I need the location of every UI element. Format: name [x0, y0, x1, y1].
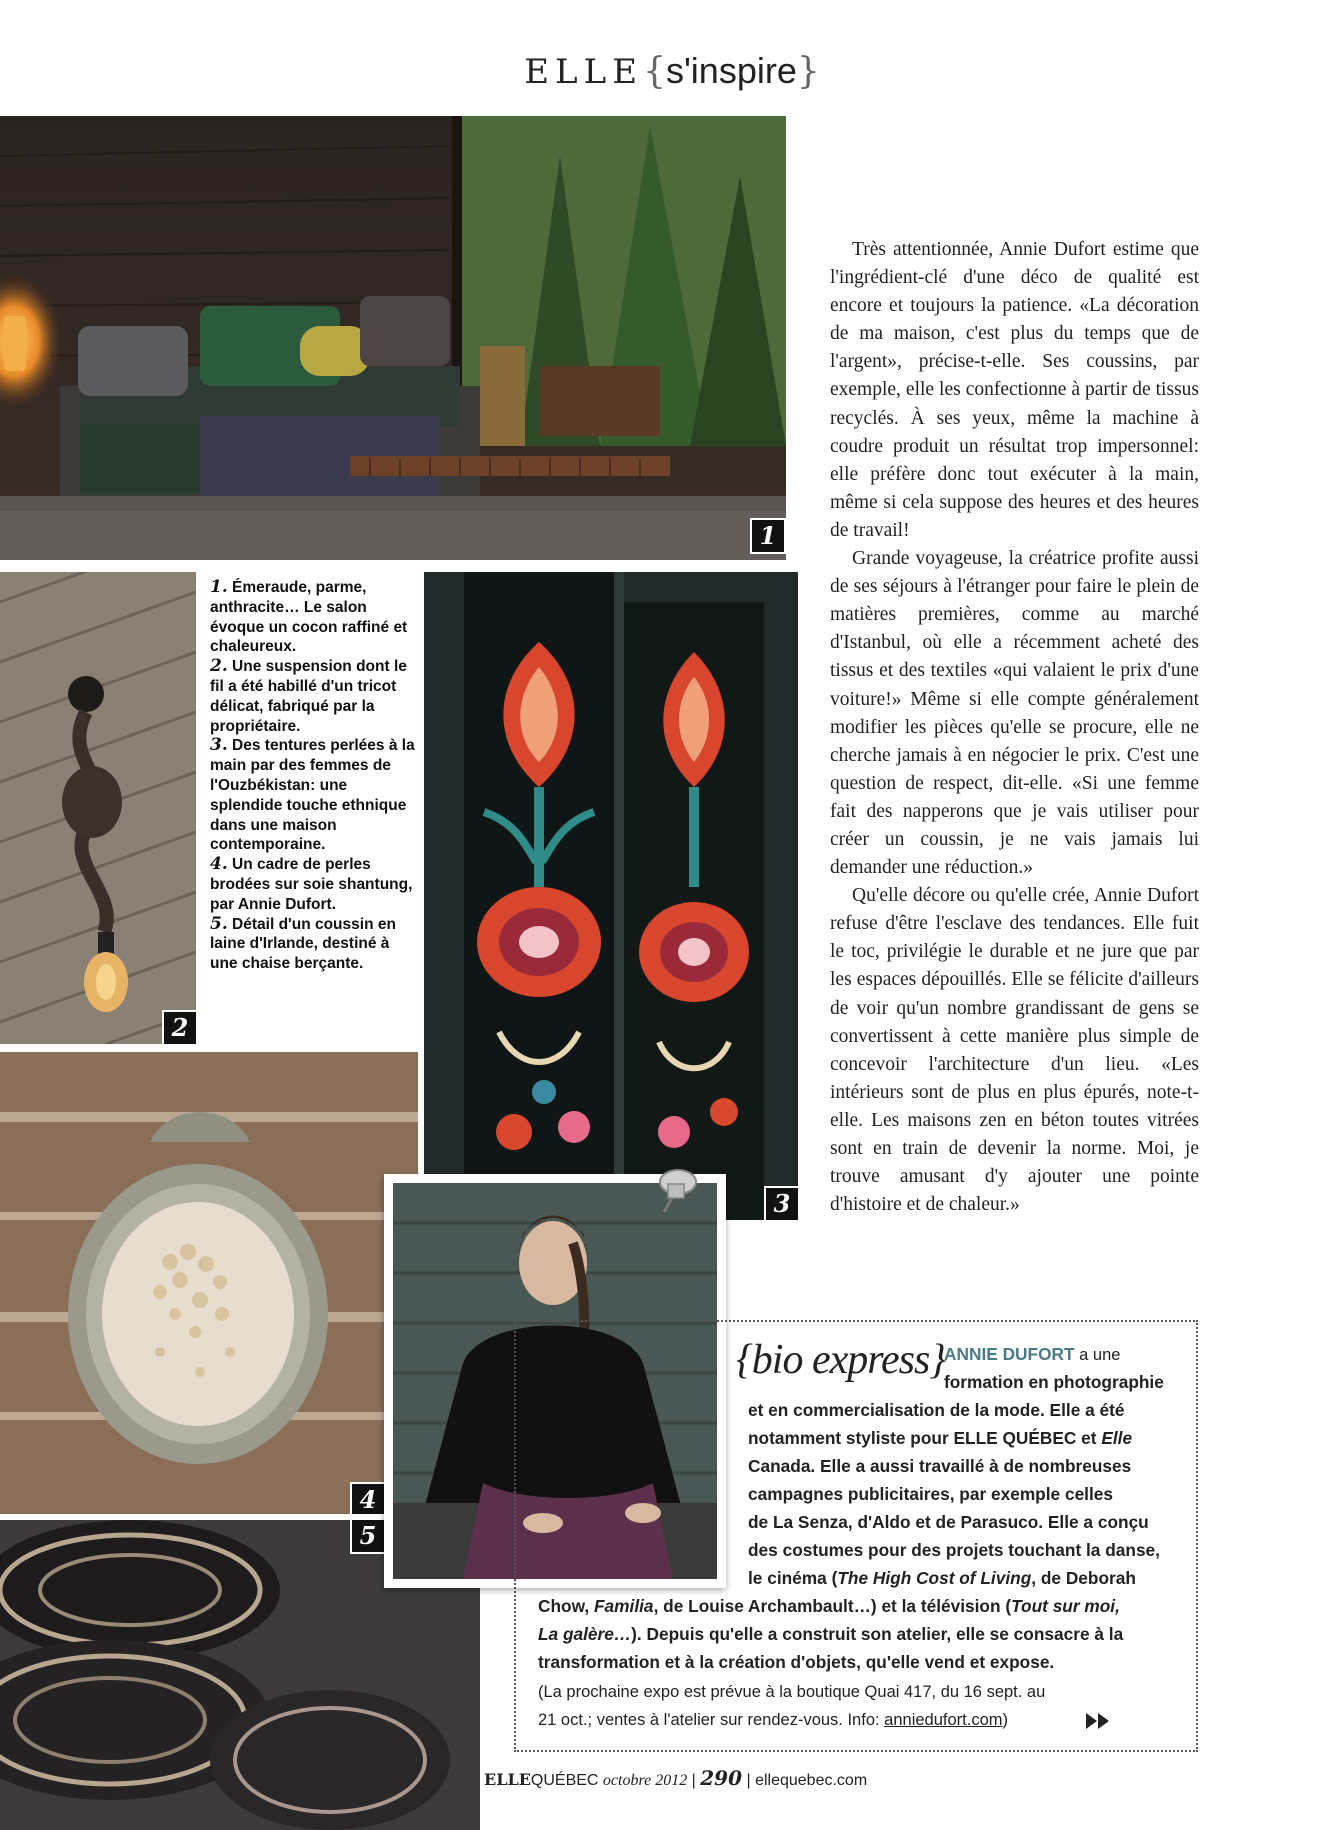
bio-line-1: ANNIE DUFORT a une [944, 1344, 1121, 1364]
caption-3: 3. Des tentures perlées à la main par des femmes de l'Ouzbékistan: une splendide touche ethnique dans une maison contemporaine. [210, 735, 415, 854]
photo-captions [210, 578, 415, 974]
beaded-frame-image [0, 1052, 418, 1514]
brand-logo: ELLE [524, 52, 644, 92]
bio-line-4: notamment styliste pour ELLE QUÉBEC et Elle [748, 1428, 1133, 1448]
bio-line-11: La galère…). Depuis qu'elle a construit son atelier, elle se consacre à la [538, 1624, 1124, 1644]
bio-line-5: Canada. Elle a aussi travaillé à de nombreuses [748, 1456, 1132, 1476]
article-paragraph: Très attentionnée, Annie Dufort estime que l'ingrédient-clé d'une déco de qualité est encore et toujours la patience. «La décoration de ma maison, c'est plus du temps que de l'argent», précise-t-elle. Ses coussins, par exemple, elle les confectionne à partir de tissus recyclés. À ses yeux, même la machine à coudre produit un résultat trop impersonnel: elle préfère donc tout exécuter à la main, même si cela suppose des heures et des heures de travail! [830, 239, 1199, 541]
bio-line-10: Chow, Familia, de Louise Archambault…) et la télévision (Tout sur moi, [538, 1596, 1120, 1616]
footer-separator: | [691, 1772, 696, 1789]
bio-line-7: de La Senza, d'Aldo et de Parasuco. Elle a conçu [748, 1512, 1149, 1532]
bio-line-12: transformation et à la création d'objets, qu'elle vend et expose. [538, 1652, 1055, 1672]
website-link[interactable]: anniedufort.com [884, 1711, 1003, 1729]
section-header [0, 50, 1344, 92]
photo-living-room [0, 116, 786, 560]
photo-number-4: 4 [350, 1482, 386, 1514]
living-room-image [0, 116, 786, 560]
header-close-brace: } [796, 51, 820, 92]
caption-5: 5. Détail d'un coussin en laine d'Irlande, destiné à une chaise berçante. [210, 913, 396, 973]
footer-magazine: ELLE [484, 1770, 531, 1789]
page-footer [484, 1766, 867, 1790]
page-number: 290 [700, 1766, 743, 1790]
pushpin-icon [646, 1158, 706, 1218]
article-paragraph: Grande voyageuse, la créatrice profite aussi de ses séjours à l'étranger pour faire le plein de matières premières, comme au marché d'Istanbul, où elle a récemment acheté des tissus et des textiles «qui valaient le prix d'une voiture!» Même si elle compte généralement modifier les pièces qu'elle se procure, elle ne cherche jamais à en négocier le prix. C'est une question de respect, dit-elle. «Si une femme fait des napperons que je vais utiliser pour créer un coussin, je ne vais jamais lui demander une réduction.» [830, 548, 1199, 879]
section-title: s'inspire [665, 50, 797, 91]
caption-1: 1. Émeraude, parme, anthracite… Le salon évoque un cocon raffiné et chaleureux. [210, 577, 408, 656]
double-arrow-icon [1086, 1713, 1112, 1729]
footer-separator: | [746, 1772, 751, 1789]
photo-number-1: 1 [750, 518, 786, 554]
embroidered-hangings-image [424, 572, 798, 1220]
pendant-lamp-image [0, 572, 196, 1044]
article-body [830, 236, 1199, 1219]
bio-line-2: formation en photographie [944, 1372, 1164, 1392]
bio-line-14: 21 oct.; ventes à l'atelier sur rendez-vous. Info: anniedufort.com) [538, 1711, 1008, 1729]
article-paragraph: Qu'elle décore ou qu'elle crée, Annie Dufort refuse d'être l'esclave des tendances. Elle fuit le toc, privilégie le durable et ne jure que par les espaces dépouillés. Elle se félicite d'ailleurs de voir qu'un nombre grandissant de gens se convertissent à cette manière plus simple de concevoir l'architecture d'un lieu. «Les intérieurs sont de plus en plus épurés, note-t-elle. Les maisons zen en béton toutes vitrées sont en train de devenir la norme. Moi, je trouve amusant d'y ajouter une pointe d'histoire et de chaleur.» [830, 885, 1199, 1216]
footer-website[interactable]: ellequebec.com [755, 1772, 868, 1789]
header-open-brace: { [643, 51, 666, 92]
photo-number-5: 5 [350, 1520, 386, 1554]
caption-4: 4. Un cadre de perles brodées sur soie shantung, par Annie Dufort. [210, 854, 413, 913]
bio-line-9: le cinéma (The High Cost of Living, de Deborah [748, 1568, 1136, 1588]
photo-pendant-lamp [0, 572, 196, 1044]
bio-name: ANNIE DUFORT [944, 1344, 1075, 1364]
footer-date: octobre 2012 [602, 1772, 688, 1789]
photo-number-3: 3 [764, 1186, 798, 1220]
bio-line-6: campagnes publicitaires, par exemple celles [748, 1484, 1113, 1504]
photo-number-2: 2 [162, 1010, 196, 1044]
bio-heading: {bio express} [736, 1337, 946, 1383]
footer-edition: QUÉBEC [530, 1772, 599, 1789]
caption-2: 2. Une suspension dont le fil a été habillé d'un tricot délicat, fabriqué par la propriétaire. [210, 656, 407, 735]
photo-beaded-frame [0, 1052, 418, 1514]
bio-line-8: des costumes pour des projets touchant la danse, [748, 1540, 1160, 1560]
bio-line-3: et en commercialisation de la mode. Elle a été [748, 1400, 1125, 1420]
bio-line-13: (La prochaine expo est prévue à la boutique Quai 417, du 16 sept. au [538, 1683, 1046, 1701]
photo-embroidered-hangings [424, 572, 798, 1220]
